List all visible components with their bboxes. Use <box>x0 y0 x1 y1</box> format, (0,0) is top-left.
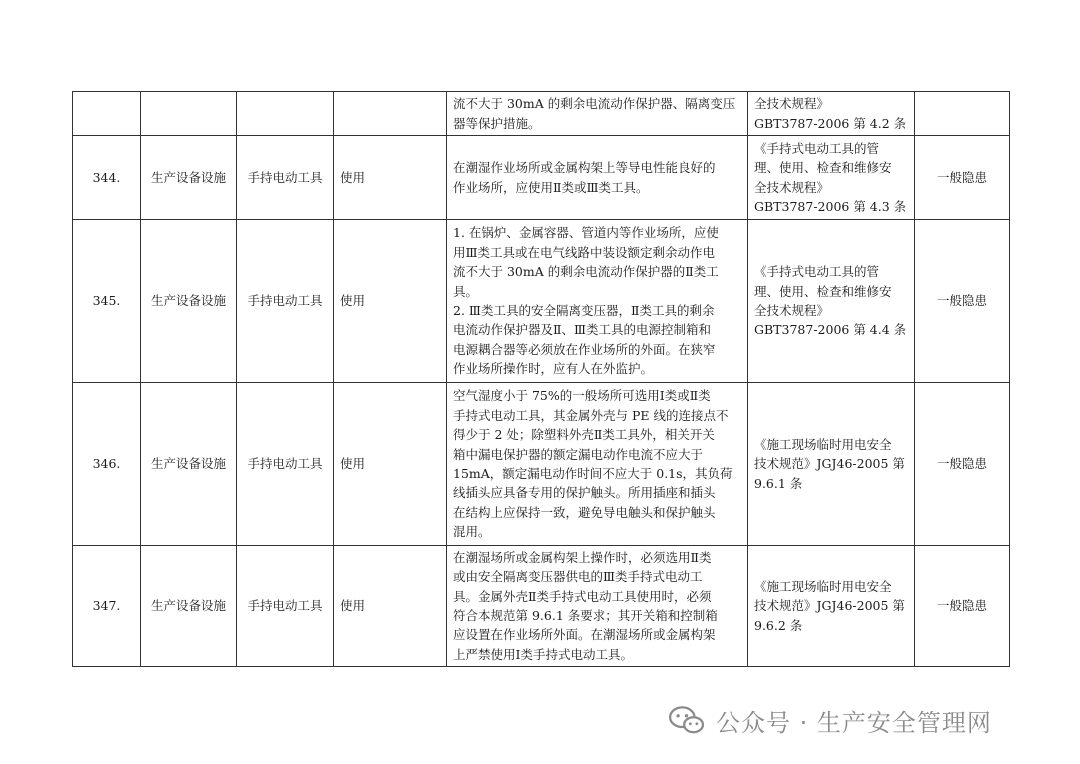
table-row <box>73 92 1010 136</box>
hazard-level-cell: 一般隐患 <box>915 220 1010 383</box>
requirement-cell <box>447 92 748 136</box>
text-line: 9.6.1 条 <box>754 475 803 491</box>
category-cell: 生产设备设施 <box>141 136 237 220</box>
text-line: 作业场所，应使用Ⅱ类或Ⅲ类工具。 <box>453 179 649 195</box>
hazard-level-cell: 一般隐患 <box>915 136 1010 220</box>
text-line: GBT3787-2006 第 4.2 条 <box>754 115 907 131</box>
text-line: 理、使用、检查和维修安 <box>754 160 892 176</box>
item-cell <box>237 92 334 136</box>
requirement-cell <box>447 546 748 667</box>
table-row <box>73 220 1010 383</box>
text-line: 在结构上应保持一致，避免导电触头和保护触头 <box>453 504 716 520</box>
row-number: 344. <box>73 136 141 220</box>
text-line: 技术规范》JGJ46-2005 第 <box>754 456 905 472</box>
text-line: 具。金属外壳Ⅱ类手持式电动工具使用时，必须 <box>453 588 712 604</box>
category-cell: 生产设备设施 <box>141 546 237 667</box>
item-cell: 手持电动工具 <box>237 220 334 383</box>
text-line: 电源耦合器等必须放在作业场所的外面。在狭窄 <box>453 341 716 357</box>
item-cell: 手持电动工具 <box>237 136 334 220</box>
hazard-level-cell <box>915 92 1010 136</box>
requirement-cell <box>447 136 748 220</box>
text-line: 上严禁使用Ⅰ类手持式电动工具。 <box>453 646 633 662</box>
basis-cell <box>748 546 915 667</box>
text-line: 《手持式电动工具的管 <box>754 140 880 156</box>
requirement-cell <box>447 220 748 383</box>
text-line: 2. Ⅲ类工具的安全隔离变压器，Ⅱ类工具的剩余 <box>453 303 715 318</box>
hazard-level-cell: 一般隐患 <box>915 546 1010 667</box>
requirement-cell <box>447 383 748 546</box>
text-line: 全技术规程》 <box>754 303 830 318</box>
text-line: 在潮湿场所或金属构架上操作时，必须选用Ⅱ类 <box>453 549 712 565</box>
text-line: 全技术规程》 <box>754 96 830 112</box>
text-line: 流不大于 30mA 的剩余电流动作保护器、隔离变压 <box>453 96 736 112</box>
item-cell: 手持电动工具 <box>237 546 334 667</box>
usage-cell: 使用 <box>334 546 447 667</box>
usage-cell: 使用 <box>334 136 447 220</box>
hazard-level-cell: 一般隐患 <box>915 383 1010 546</box>
text-line: GBT3787-2006 第 4.3 条 <box>754 198 907 214</box>
text-line: 流不大于 30mA 的剩余电流动作保护器的Ⅱ类工 <box>453 264 719 280</box>
text-line: 作业场所操作时，应有人在外监护。 <box>453 361 654 377</box>
text-line: 手持式电动工具，其金属外壳与 PE 线的连接点不 <box>453 407 729 423</box>
category-cell <box>141 92 237 136</box>
row-number <box>73 92 141 136</box>
text-line: 1. 在锅炉、金属容器、管道内等作业场所，应使 <box>453 225 719 241</box>
text-line: 箱中漏电保护器的额定漏电动作电流不应大于 <box>453 446 704 462</box>
text-line: 空气湿度小于 75%的一般场所可选用Ⅰ类或Ⅱ类 <box>453 388 711 404</box>
table-row <box>73 546 1010 667</box>
category-cell: 生产设备设施 <box>141 383 237 546</box>
text-line: 技术规范》JGJ46-2005 第 <box>754 598 905 614</box>
table-row <box>73 383 1010 546</box>
usage-cell: 使用 <box>334 383 447 546</box>
text-line: 符合本规范第 9.6.1 条要求；其开关箱和控制箱 <box>453 608 718 623</box>
text-line: 或由安全隔离变压器供电的Ⅲ类手持式电动工 <box>453 569 703 585</box>
row-number: 347. <box>73 546 141 667</box>
text-line: 电流动作保护器及Ⅱ、Ⅲ类工具的电源控制箱和 <box>453 322 712 338</box>
text-line: 在潮湿作业场所或金属构架上等导电性能良好的 <box>453 160 716 176</box>
text-line: 理、使用、检查和维修安 <box>754 283 892 299</box>
text-line: 《施工现场临时用电安全 <box>754 578 892 594</box>
text-line: 应设置在作业场所外面。在潮湿场所或金属构架 <box>453 627 716 643</box>
watermark-text: 公众号 · 生产安全管理网 <box>716 708 992 737</box>
text-line: 全技术规程》 <box>754 179 830 195</box>
text-line: 用Ⅲ类工具或在电气线路中装设额定剩余动作电 <box>453 244 716 260</box>
basis-cell <box>748 220 915 383</box>
hazard-table-body <box>73 92 1010 667</box>
watermark <box>668 702 992 738</box>
usage-cell <box>334 92 447 136</box>
text-line: 器等保护措施。 <box>453 115 541 131</box>
text-line: 《施工现场临时用电安全 <box>754 436 892 452</box>
text-line: 混用。 <box>453 524 491 540</box>
text-line: 《手持式电动工具的管 <box>754 264 880 280</box>
basis-cell <box>748 92 915 136</box>
text-line: 15mA，额定漏电动作时间不应大于 0.1s，其负荷 <box>453 466 733 481</box>
text-line: GBT3787-2006 第 4.4 条 <box>754 322 907 338</box>
item-cell: 手持电动工具 <box>237 383 334 546</box>
usage-cell: 使用 <box>334 220 447 383</box>
basis-cell <box>748 136 915 220</box>
basis-cell <box>748 383 915 546</box>
hazard-table <box>72 91 1010 667</box>
row-number: 346. <box>73 383 141 546</box>
category-cell: 生产设备设施 <box>141 220 237 383</box>
text-line: 具。 <box>453 283 479 299</box>
text-line: 得少于 2 处；除塑料外壳Ⅱ类工具外，相关开关 <box>453 427 715 443</box>
table-row <box>73 136 1010 220</box>
text-line: 线插头应具备专用的保护触头。所用插座和插头 <box>453 485 716 501</box>
row-number: 345. <box>73 220 141 383</box>
text-line: 9.6.2 条 <box>754 617 803 633</box>
wechat-logo-icon <box>668 705 706 735</box>
